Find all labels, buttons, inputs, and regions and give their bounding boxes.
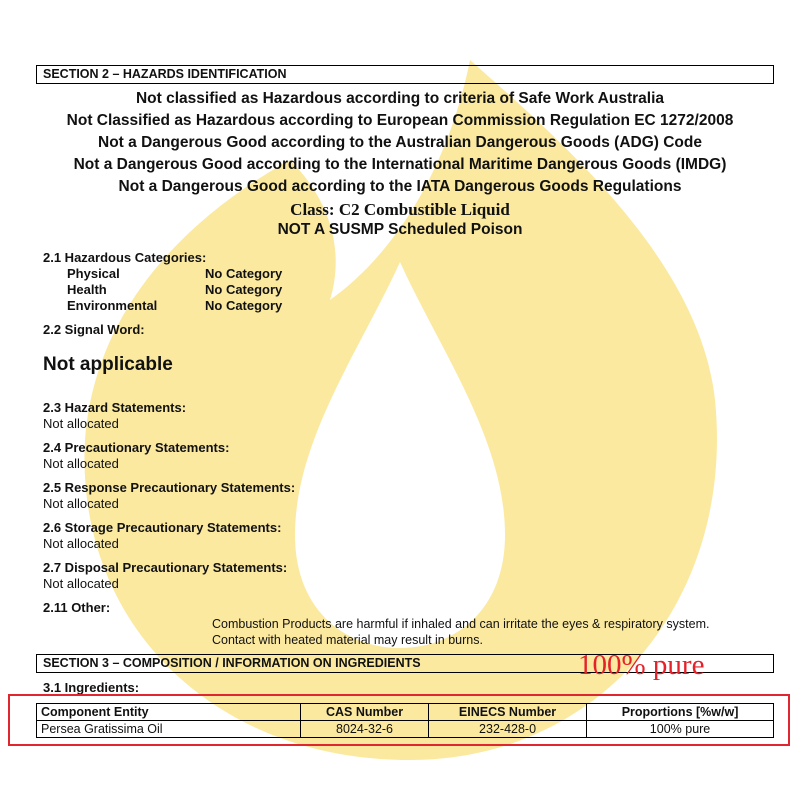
signal-word-value: Not applicable — [43, 354, 173, 375]
cell-einecs: 232-428-0 — [429, 721, 587, 738]
category-label-environmental: Environmental — [67, 298, 158, 313]
other-line-1: Combustion Products are harmful if inhaled and can irritate the eyes & respiratory system. — [212, 617, 710, 631]
category-value-health: No Category — [205, 282, 283, 297]
statement-1: Not classified as Hazardous according to criteria of Safe Work Australia — [135, 90, 664, 107]
storage-statements-value: Not allocated — [43, 536, 119, 551]
header-cas-number: CAS Number — [301, 704, 429, 721]
header-einecs-number: EINECS Number — [429, 704, 587, 721]
table-header-row — [37, 704, 774, 721]
class-line: Class: C2 Combustible Liquid — [290, 200, 510, 219]
cell-proportion: 100% pure — [587, 721, 774, 738]
hazard-categories-heading: 2.1 Hazardous Categories: — [43, 250, 207, 265]
other-heading: 2.11 Other: — [43, 600, 111, 615]
susmp-line: NOT A SUSMP Scheduled Poison — [277, 221, 523, 238]
header-proportions: Proportions [%w/w] — [587, 704, 774, 721]
section-2-header: SECTION 2 – HAZARDS IDENTIFICATION — [36, 65, 774, 84]
cell-component: Persea Gratissima Oil — [37, 721, 301, 738]
response-statements-value: Not allocated — [43, 496, 119, 511]
hazard-statements-value: Not allocated — [43, 416, 119, 431]
table-row — [37, 721, 774, 738]
precautionary-statements-value: Not allocated — [43, 456, 119, 471]
section-3-header: SECTION 3 – COMPOSITION / INFORMATION ON INGREDIENTS — [36, 654, 774, 673]
ingredients-table — [36, 703, 774, 738]
statement-2: Not Classified as Hazardous according to European Commission Regulation EC 1272/2008 — [66, 112, 734, 129]
disposal-statements-heading: 2.7 Disposal Precautionary Statements: — [43, 560, 288, 575]
precautionary-statements-heading: 2.4 Precautionary Statements: — [43, 440, 230, 455]
header-component-entity: Component Entity — [37, 704, 301, 721]
statement-3: Not a Dangerous Good according to the Australian Dangerous Goods (ADG) Code — [98, 134, 702, 151]
statement-4: Not a Dangerous Good according to the International Maritime Dangerous Goods (IMDG) — [73, 156, 727, 173]
category-value-physical: No Category — [205, 266, 283, 281]
statement-5: Not a Dangerous Good according to the IATA Dangerous Goods Regulations — [118, 178, 682, 195]
hazard-statements-heading: 2.3 Hazard Statements: — [43, 400, 187, 415]
category-label-physical: Physical — [67, 266, 120, 281]
purity-annotation: 100% pure — [578, 649, 705, 681]
category-value-environmental: No Category — [205, 298, 283, 313]
storage-statements-heading: 2.6 Storage Precautionary Statements: — [43, 520, 282, 535]
other-line-2: Contact with heated material may result in burns. — [212, 633, 483, 647]
cell-cas: 8024-32-6 — [301, 721, 429, 738]
category-label-health: Health — [67, 282, 107, 297]
disposal-statements-value: Not allocated — [43, 576, 119, 591]
ingredients-heading: 3.1 Ingredients: — [43, 680, 140, 695]
response-statements-heading: 2.5 Response Precautionary Statements: — [43, 480, 296, 495]
signal-word-heading: 2.2 Signal Word: — [43, 322, 145, 337]
